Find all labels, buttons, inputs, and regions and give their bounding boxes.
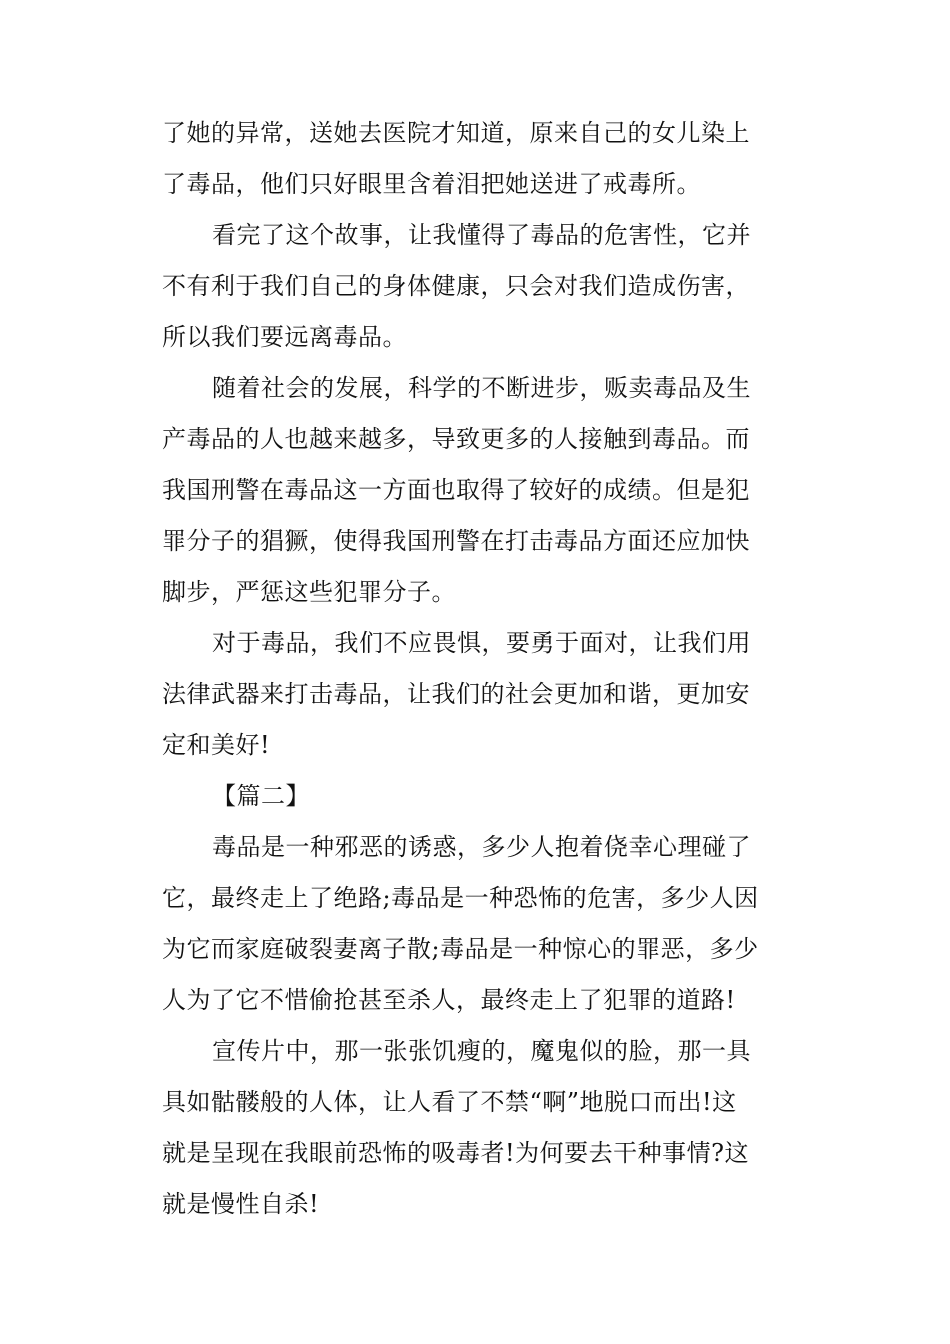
- text-line: 了她的异常，送她去医院才知道，原来自己的女儿染上: [162, 119, 750, 147]
- text-line: 看完了这个故事，让我懂得了毒品的危害性，它并: [212, 221, 751, 249]
- section-heading: 【篇二】: [212, 782, 310, 810]
- text-line: 就是呈现在我眼前恐怖的吸毒者!为何要去干种事情?这: [162, 1139, 750, 1167]
- text-line: 随着社会的发展，科学的不断进步，贩卖毒品及生: [212, 374, 751, 402]
- text-line: 所以我们要远离毒品。: [162, 323, 407, 351]
- text-line: 毒品是一种邪恶的诱惑，多少人抱着侥幸心理碰了: [212, 833, 751, 861]
- text-line: 定和美好!: [162, 731, 271, 759]
- text-line: 罪分子的猖獗，使得我国刑警在打击毒品方面还应加快: [162, 527, 750, 555]
- text-line: 宣传片中，那一张张饥瘦的，魔鬼似的脸，那一具: [212, 1037, 751, 1065]
- text-line: 了毒品，他们只好眼里含着泪把她送进了戒毒所。: [162, 170, 701, 198]
- text-line: 对于毒品，我们不应畏惧，要勇于面对，让我们用: [212, 629, 751, 657]
- text-line: 脚步，严惩这些犯罪分子。: [162, 578, 456, 606]
- text-line: 产毒品的人也越来越多，导致更多的人接触到毒品。而: [162, 425, 750, 453]
- text-line: 它，最终走上了绝路;毒品是一种恐怖的危害，多少人因: [162, 884, 759, 912]
- text-line: 不有利于我们自己的身体健康，只会对我们造成伤害，: [162, 272, 750, 300]
- text-line: 具如骷髅般的人体，让人看了不禁“啊”地脱口而出!这: [162, 1088, 737, 1116]
- document-body: [162, 108, 792, 1230]
- text-line: 法律武器来打击毒品，让我们的社会更加和谐，更加安: [162, 680, 750, 708]
- text-line: 为它而家庭破裂妻离子散;毒品是一种惊心的罪恶，多少: [162, 935, 759, 963]
- text-line: 就是慢性自杀!: [162, 1190, 320, 1218]
- text-line: 人为了它不惜偷抢甚至杀人，最终走上了犯罪的道路!: [162, 986, 736, 1014]
- text-line: 我国刑警在毒品这一方面也取得了较好的成绩。但是犯: [162, 476, 750, 504]
